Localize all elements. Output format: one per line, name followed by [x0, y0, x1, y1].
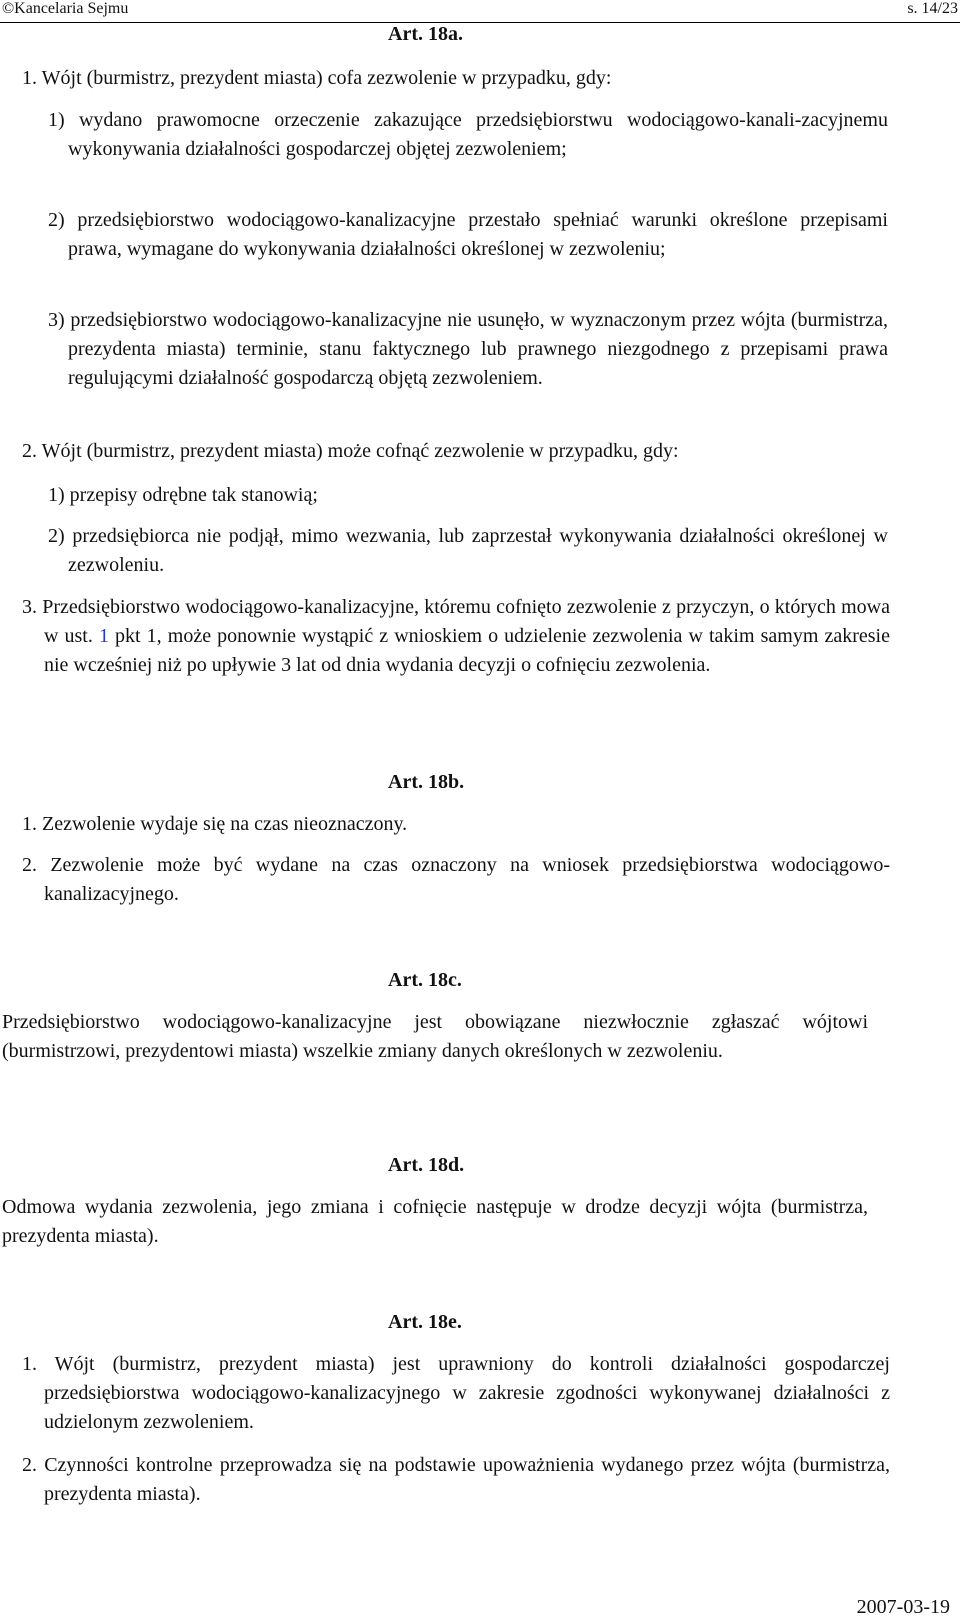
- art18a-p2-point-2: 2) przedsiębiorca nie podjął, mimo wezwania, lub zaprzestał wykonywania działalności określonej w zezwoleniu.: [48, 525, 888, 576]
- art18e-paragraph-2: 2. Czynności kontrolne przeprowadza się na podstawie upoważnienia wydanego przez wójta (burmistrza, prezydenta miasta).: [22, 1454, 890, 1505]
- art18a-p3-text-b: pkt 1, może ponownie wystąpić z wnioskiem o udzielenie zezwolenia w takim samym zakresie nie wcześniej niż po upływie 3 lat od dnia wydania decyzji o cofnięciu zezwolenia.: [44, 625, 890, 676]
- article-title-18d: Art. 18d.: [388, 1154, 465, 1176]
- document-date: 2007-03-19: [856, 1596, 950, 1618]
- ust-1-link[interactable]: 1: [98, 625, 109, 647]
- art18c-paragraph: Przedsiębiorstwo wodociągowo-kanalizacyjne jest obowiązane niezwłocznie zgłaszać wójtowi (burmistrzowi, prezydentowi miasta) wszelkie zmiany danych określonych w zezwoleniu.: [2, 1011, 868, 1062]
- art18a-paragraph-1: 1. Wójt (burmistrz, prezydent miasta) cofa zezwolenie w przypadku, gdy:: [22, 67, 612, 89]
- art18a-point-2: 2) przedsiębiorstwo wodociągowo-kanalizacyjne przestało spełniać warunki określone przepisami prawa, wymagane do wykonywania działalności określonej w zezwoleniu;: [48, 209, 888, 260]
- art18a-p2-point-1: 1) przepisy odrębne tak stanowią;: [48, 484, 318, 506]
- art18b-paragraph-1: 1. Zezwolenie wydaje się na czas nieoznaczony.: [22, 813, 408, 835]
- source-label: ©Kancelaria Sejmu: [2, 0, 129, 17]
- page-header: [0, 0, 960, 23]
- art18d-paragraph: Odmowa wydania zezwolenia, jego zmiana i cofnięcie następuje w drodze decyzji wójta (burmistrza, prezydenta miasta).: [2, 1196, 868, 1247]
- article-title-18c: Art. 18c.: [388, 969, 462, 991]
- art18b-paragraph-2: 2. Zezwolenie może być wydane na czas oznaczony na wniosek przedsiębiorstwa wodociągowo-kanalizacyjnego.: [22, 854, 890, 905]
- art18a-point-1: 1) wydano prawomocne orzeczenie zakazujące przedsiębiorstwu wodociągowo-kanali-zacyjnemu wykonywania działalności gospodarczej objętej zezwoleniem;: [48, 109, 888, 160]
- art18a-paragraph-3: [22, 593, 890, 680]
- art18e-paragraph-1: 1. Wójt (burmistrz, prezydent miasta) jest uprawniony do kontroli działalności gospodarczej przedsiębiorstwa wodociągowo-kanalizacyjnego w zakresie zgodności wykonywanej działalności z udzielonym zezwoleniem.: [22, 1353, 890, 1433]
- art18a-paragraph-2: 2. Wójt (burmistrz, prezydent miasta) może cofnąć zezwolenie w przypadku, gdy:: [22, 440, 679, 462]
- page-number: s. 14/23: [907, 0, 958, 17]
- article-title-18a: Art. 18a.: [388, 23, 463, 45]
- art18a-p3-text-a: 3. Przedsiębiorstwo wodociągowo-kanalizacyjne, któremu cofnięto zezwolenie z przyczyn, o których mowa w ust.: [22, 596, 890, 647]
- article-title-18b: Art. 18b.: [388, 771, 465, 793]
- art18a-point-3: 3) przedsiębiorstwo wodociągowo-kanalizacyjne nie usunęło, w wyznaczonym przez wójta (burmistrza, prezydenta miasta) terminie, stanu faktycznego lub prawnego niezgodnego z przepisami prawa regulującymi działalność gospodarczą objętą zezwoleniem.: [48, 309, 888, 389]
- article-title-18e: Art. 18e.: [388, 1311, 462, 1333]
